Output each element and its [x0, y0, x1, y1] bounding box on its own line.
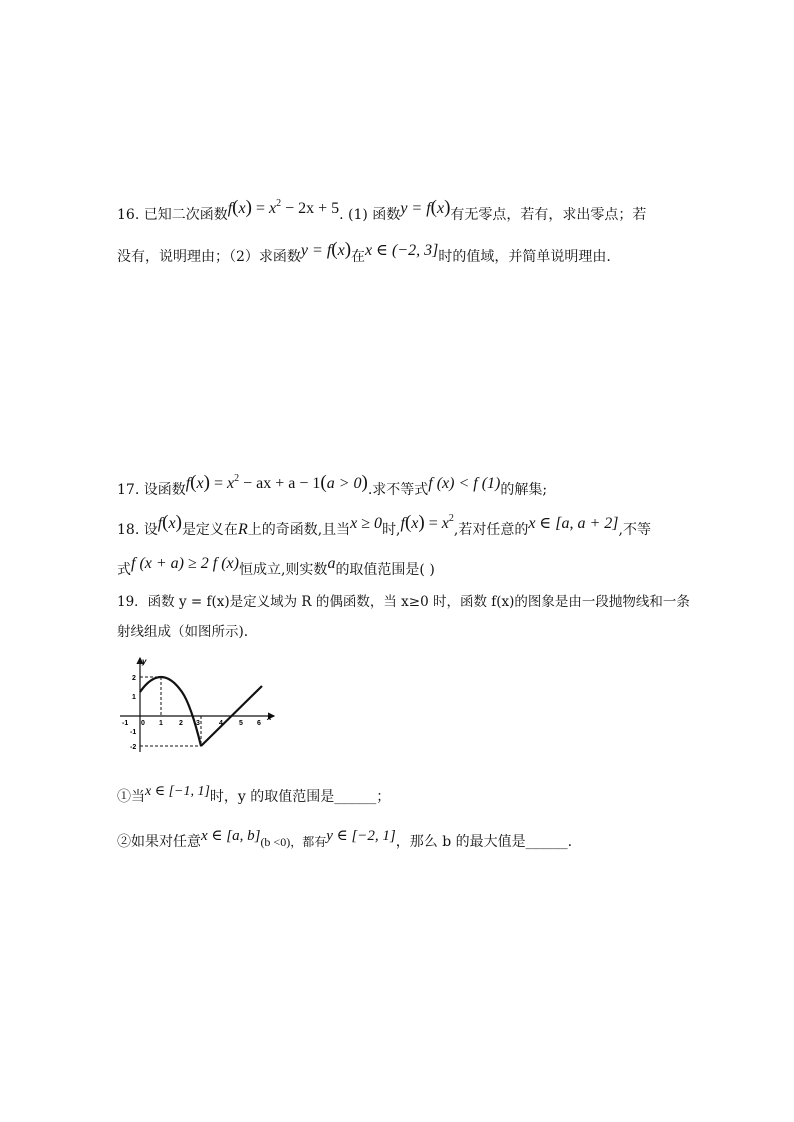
q16-formula: $f(x) = x^2 - 2x + 5$: [227, 197, 340, 218]
q16-line1: [117, 197, 647, 225]
q17-line: [117, 472, 548, 500]
q18-R: R: [237, 521, 248, 538]
q18-t4: ,若对任意的: [453, 522, 529, 538]
q16-line2: [117, 239, 611, 267]
q18-line2-b: 恒成立,则实数: [238, 562, 328, 578]
q17-inequality: f (x) < f (1): [428, 475, 501, 492]
x-tick-label: 5: [239, 720, 243, 727]
y-tick-label: -1: [130, 729, 137, 736]
q18-ineq: f (x + a) ≥ 2 f (x): [131, 555, 239, 572]
x-tick-label: 2: [179, 720, 183, 727]
sub1-interval: x ∈ [−1, 1]: [145, 784, 210, 799]
q19-line2: 射线组成（如图所示).: [117, 624, 249, 640]
q18-t5: ,不等: [618, 522, 651, 538]
sub2-yint: y ∈ [−2, 1]: [326, 828, 396, 844]
q16-part1: . (1) 函数: [339, 207, 401, 223]
q18-interval: x ∈ [a, a + 2]: [528, 515, 619, 532]
q18-def: $f(x) = x^2$: [400, 512, 454, 533]
function-graph: [112, 652, 282, 758]
sub2-mark: ②如果对任意: [117, 834, 201, 850]
x-axis-label: x: [267, 713, 272, 722]
parabola-curve: [140, 677, 201, 746]
x-tick-label: 1: [159, 720, 163, 727]
q17-tail: .求不等式: [367, 482, 429, 498]
q18-line2: [117, 555, 435, 580]
sub1-line: [117, 784, 391, 808]
x-tick-label: -1: [122, 720, 129, 727]
q16-y-eq: y = f(x): [400, 197, 451, 218]
sub2-line: [117, 828, 573, 852]
q16-line2-tail: 时的值域，并简单说明理由.: [438, 249, 611, 265]
sub2-tail: ，那么 b 的最大值是______.: [395, 834, 573, 850]
x-tick-label: 4: [219, 720, 223, 727]
x-tick-label: 6: [257, 720, 261, 727]
q18-t1: 是定义在: [181, 522, 238, 538]
q19-line1: 19．函数 y = f(x)是定义域为 R 的偶函数，当 x≥0 时，函数 f(x)的图象是由一段抛物线和一条: [117, 594, 690, 610]
q18-t2: 上的奇函数,且当: [247, 522, 351, 538]
q17-formula: $f(x) = x^2$ − ax + a − 1(a > 0): [185, 472, 368, 493]
origin-label: 0: [141, 720, 145, 727]
y-tick-label: 1: [132, 694, 136, 701]
y-tick-label: -2: [130, 744, 137, 751]
q16-y-eq-2: y = f(x): [300, 239, 352, 260]
q17-end: 的解集;: [500, 482, 548, 498]
q16-interval: x ∈ (−2, 3]: [365, 242, 439, 259]
q18-line1: [117, 512, 651, 540]
q18-line2-a: 式: [117, 562, 131, 578]
q18-xge0: x ≥ 0: [350, 515, 383, 532]
sub2-interval: x ∈ [a, b]: [201, 828, 261, 844]
x-tick-label: 3: [196, 720, 200, 727]
q18-a: a: [327, 555, 336, 572]
q16-part1-tail: 有无零点，若有，求出零点；若: [450, 207, 647, 223]
sub1-mark: ①当: [117, 789, 145, 805]
q16-line2-a: 没有，说明理由；（2）求函数: [117, 249, 301, 265]
q18-line2-c: 的取值范围是( ): [335, 562, 435, 578]
q17-intro: 17. 设函数: [117, 482, 186, 498]
y-tick-label: 2: [132, 675, 136, 682]
y-axis-label: y: [142, 657, 147, 666]
q16-line2-b: 在: [351, 249, 366, 265]
sub1-tail: 时，y 的取值范围是______；: [209, 789, 391, 805]
q18-fx: f(x): [157, 512, 182, 533]
q18-t3: 时,: [382, 522, 401, 538]
q18-intro: 18. 设: [117, 522, 158, 538]
sub2-cond: (b <0)，都有: [260, 835, 327, 849]
q16-intro: 16. 已知二次函数: [117, 207, 228, 223]
